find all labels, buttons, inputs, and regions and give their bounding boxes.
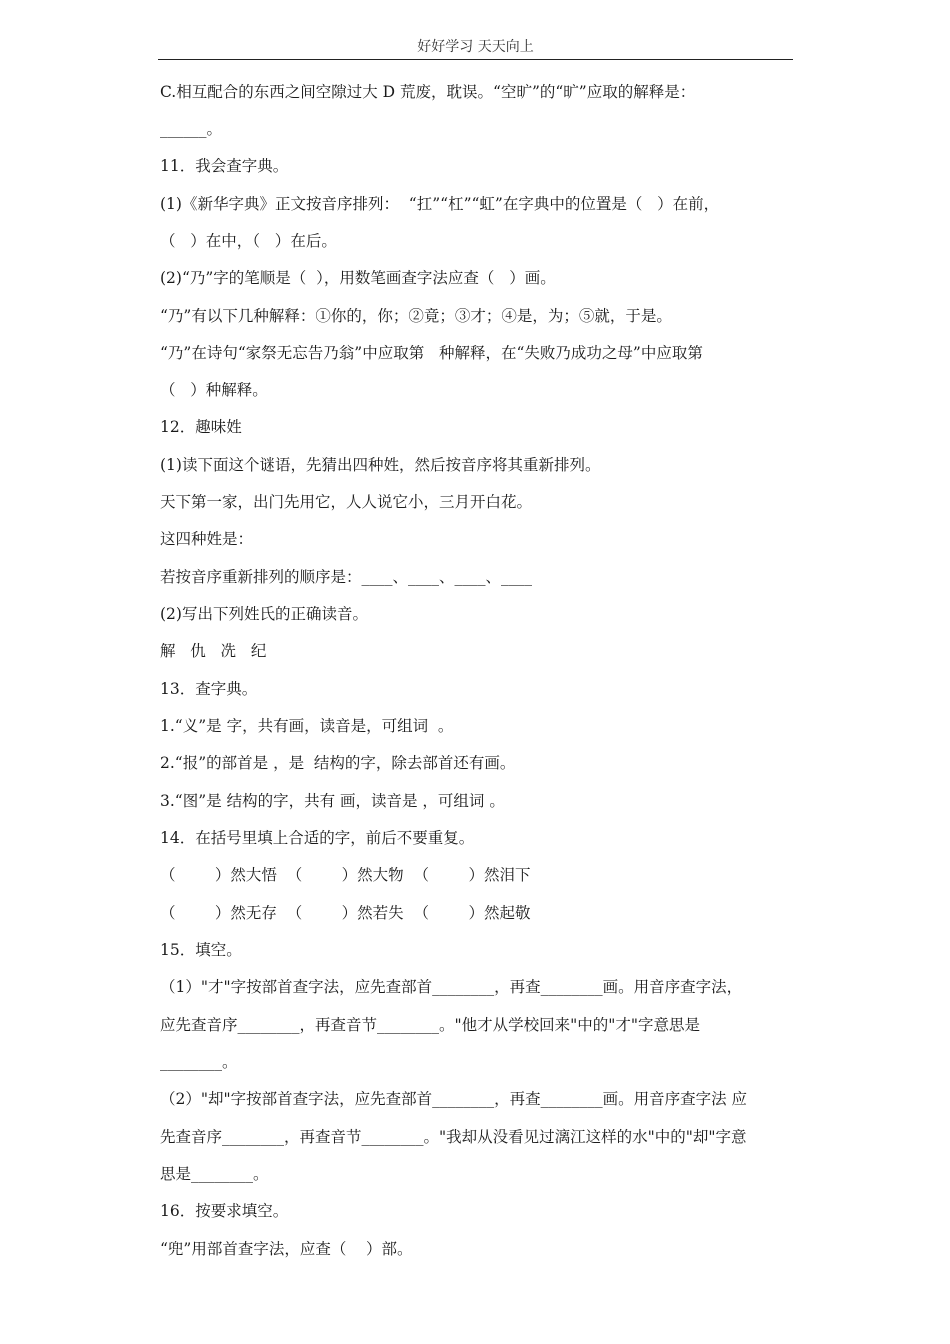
text-line: （ ）种解释。 — [160, 381, 268, 399]
question-heading: 11．我会查字典。 — [160, 157, 289, 175]
text-line: “兜”用部首查字法，应查（ ）部。 — [160, 1240, 413, 1258]
text-line: 天下第一家，出门先用它，人人说它小，三月开白花。 — [160, 493, 533, 511]
text-line: (1)读下面这个谜语，先猜出四种姓，然后按音序将其重新排列。 — [160, 456, 601, 474]
text-line: （1）"才"字按部首查字法，应先查部首________，再查________画。用音序查字法， — [160, 978, 743, 996]
text-line: C.相互配合的东西之间空隙过大 D 荒废，耽误。“空旷”的“旷”应取的解释是： — [160, 83, 696, 101]
question-heading: 16．按要求填空。 — [160, 1202, 289, 1220]
text-line: (1)《新华字典》正文按音序排列： “扛”“杠”“虹”在字典中的位置是（ ）在前， — [160, 195, 720, 213]
text-line: （ ）在中，（ ）在后。 — [160, 232, 337, 250]
text-line: （ ）然大悟 （ ）然大物 （ ）然泪下 — [160, 866, 531, 884]
text-line: 先查音序________，再查音节________。"我却从没看见过漓江这样的水"中的"却"字意 — [160, 1128, 747, 1146]
question-heading: 13．查字典。 — [160, 680, 258, 698]
text-line: “乃”有以下几种解释：①你的，你；②竟；③才；④是，为；⑤就，于是。 — [160, 307, 672, 325]
text-line: ______。 — [160, 120, 223, 138]
question-heading: 14．在括号里填上合适的字，前后不要重复。 — [160, 829, 475, 847]
question-heading: 15．填空。 — [160, 941, 242, 959]
text-line: (2)写出下列姓氏的正确读音。 — [160, 605, 368, 623]
text-line: 3.“图”是 结构的字，共有 画，读音是 ，可组词 。 — [160, 792, 505, 810]
question-heading: 12．趣味姓 — [160, 418, 242, 436]
text-line: 若按音序重新排列的顺序是：____、____、____、____ — [160, 568, 533, 586]
text-line: 2.“报”的部首是 ，是 结构的字，除去部首还有画。 — [160, 754, 516, 772]
page-header: 好好学习 天天向上 — [417, 39, 534, 55]
text-line: “乃”在诗句“家祭无忘告乃翁”中应取第 种解释，在“失败乃成功之母”中应取第 — [160, 344, 703, 362]
text-line: 这四种姓是： — [160, 530, 254, 548]
text-line: (2)“乃”字的笔顺是（ ），用数笔画查字法应查（ ）画。 — [160, 269, 556, 287]
text-line: 应先查音序________，再查音节________。"他才从学校回来"中的"才"字意思是 — [160, 1016, 701, 1034]
text-line: （ ）然无存 （ ）然若失 （ ）然起敬 — [160, 904, 531, 922]
header-rule — [158, 59, 793, 60]
text-line: ________。 — [160, 1053, 238, 1071]
text-line: 1.“义”是 字，共有画，读音是，可组词 。 — [160, 717, 454, 735]
text-line: 解 仇 冼 纪 — [160, 642, 267, 660]
text-line: 思是________。 — [160, 1165, 269, 1183]
text-line: （2）"却"字按部首查字法，应先查部首________，再查________画。用音序查字法 应 — [160, 1090, 748, 1108]
